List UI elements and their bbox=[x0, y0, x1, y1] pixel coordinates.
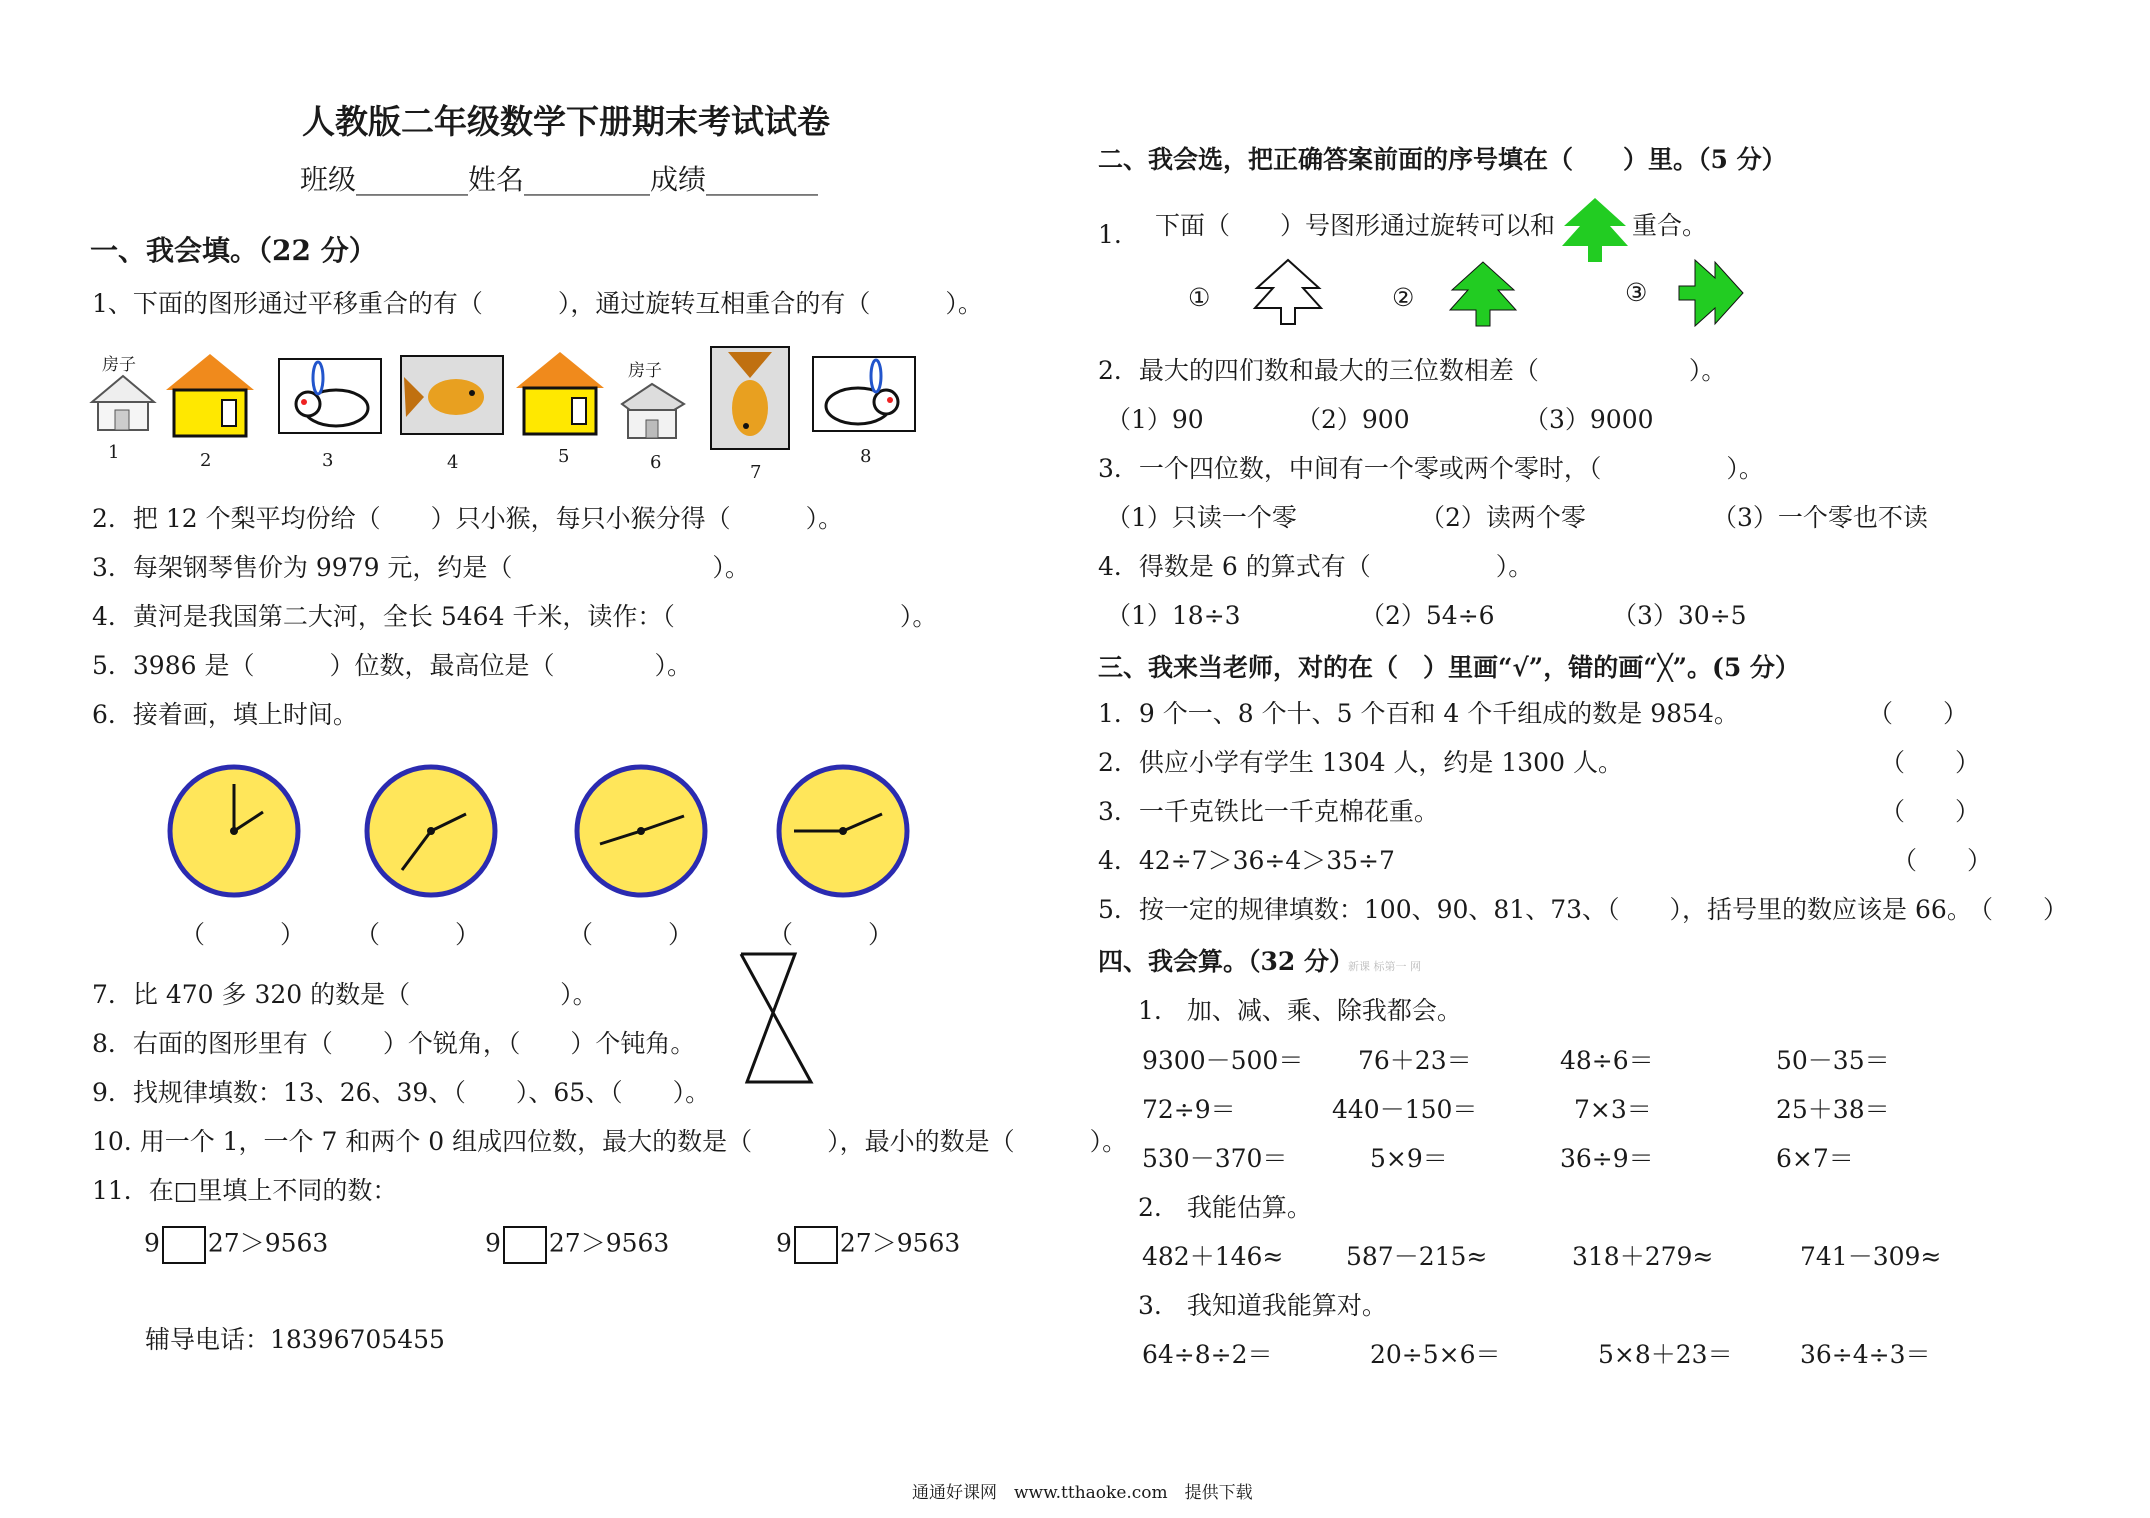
estimate-item: 741－309≈ bbox=[1800, 1242, 1942, 1271]
page-title: 人教版二年级数学下册期末考试试卷 bbox=[302, 102, 830, 141]
goldfish-vertical-icon bbox=[710, 346, 790, 450]
tf-item-mark[interactable]: （ ） bbox=[1968, 895, 2069, 924]
image-caption: 房子 bbox=[102, 355, 136, 375]
calc-item: 76＋23＝ bbox=[1358, 1046, 1472, 1075]
r4-option: （3）30÷5 bbox=[1612, 601, 1747, 630]
answer-box[interactable] bbox=[162, 1226, 206, 1264]
q11-suffix: 27＞9563 bbox=[839, 1228, 961, 1258]
r3-option: （3）一个零也不读 bbox=[1712, 503, 1928, 532]
r4-option: （1）18÷3 bbox=[1106, 601, 1241, 630]
q11-suffix: 27＞9563 bbox=[207, 1228, 329, 1258]
question-8: 8．右面的图形里有（ ）个锐角，（ ）个钝角。 bbox=[92, 1029, 696, 1058]
house-sketch-icon bbox=[88, 372, 158, 434]
tree-outline-icon bbox=[1253, 258, 1323, 326]
section-1-heading: 一、我会填。（22 分） bbox=[90, 234, 377, 267]
header-fields: 班级________姓名_________成绩________ bbox=[300, 163, 819, 196]
hourglass-figure-icon bbox=[735, 950, 815, 1086]
image-number: 4 bbox=[447, 452, 459, 473]
image-number: 3 bbox=[322, 450, 334, 471]
r2-option: （3）9000 bbox=[1524, 405, 1654, 434]
image-number: 1 bbox=[108, 442, 120, 463]
tf-item-text: 1．9 个一、8 个十、5 个百和 4 个千组成的数是 9854。 bbox=[1098, 699, 1739, 728]
image-number: 7 bbox=[750, 462, 762, 483]
tree-icon bbox=[1560, 196, 1630, 264]
footer-credit: 通通好课网 www.tthaoke.com 提供下载 bbox=[912, 1483, 1253, 1503]
calc-item: 9300－500＝ bbox=[1142, 1046, 1304, 1075]
question-10: 10. 用一个 1，一个 7 和两个 0 组成四位数，最大的数是（ ），最小的数是（ ）。 bbox=[92, 1127, 1128, 1156]
q11-item bbox=[776, 1226, 960, 1264]
clock-icon bbox=[362, 762, 500, 900]
tf-item-text: 5．按一定的规律填数：100、90、81、73、（ ），括号里的数应该是 66。 bbox=[1098, 895, 1972, 924]
q11-prefix: 9 bbox=[144, 1228, 160, 1258]
question-r2: 2．最大的四们数和最大的三位数相差（ ）。 bbox=[1098, 356, 1727, 385]
clock-icon bbox=[572, 762, 710, 900]
calc-item: 50－35＝ bbox=[1776, 1046, 1890, 1075]
image-number: 6 bbox=[650, 452, 662, 473]
house-icon bbox=[164, 352, 256, 438]
clock-answer[interactable]: （ ） bbox=[768, 920, 894, 949]
r3-option: （2）读两个零 bbox=[1420, 503, 1586, 532]
question-r1-suffix: 重合。 bbox=[1632, 211, 1708, 240]
tf-item-text: 3．一千克铁比一千克棉花重。 bbox=[1098, 797, 1439, 826]
question-5: 5．3986 是（ ）位数，最高位是（ ）。 bbox=[92, 651, 692, 680]
calc-1-title: 1. 加、减、乘、除我都会。 bbox=[1138, 996, 1462, 1025]
house-icon bbox=[514, 350, 606, 436]
tf-item-mark[interactable]: （ ） bbox=[1880, 797, 1981, 826]
clock-answer[interactable]: （ ） bbox=[180, 920, 306, 949]
calc-item: 36÷9＝ bbox=[1560, 1144, 1654, 1173]
image-number: 8 bbox=[860, 446, 872, 467]
rabbit-icon bbox=[278, 358, 382, 434]
calc-item: 64÷8÷2＝ bbox=[1142, 1340, 1273, 1369]
image-number: 5 bbox=[558, 446, 570, 467]
tree-rotated-icon bbox=[1675, 258, 1745, 328]
question-7: 7．比 470 多 320 的数是（ ）。 bbox=[92, 980, 598, 1009]
q11-prefix: 9 bbox=[776, 1228, 792, 1258]
house-sketch-icon bbox=[614, 380, 690, 442]
question-r4: 4．得数是 6 的算式有（ ）。 bbox=[1098, 552, 1534, 581]
estimate-item: 587－215≈ bbox=[1346, 1242, 1488, 1271]
question-4: 4．黄河是我国第二大河，全长 5464 千米，读作：（ ）。 bbox=[92, 602, 938, 631]
calc-item: 20÷5×6＝ bbox=[1370, 1340, 1501, 1369]
calc-item: 72÷9＝ bbox=[1142, 1095, 1236, 1124]
q11-item bbox=[485, 1226, 669, 1264]
section-3-heading: 三、我来当老师，对的在（ ）里画“√”，错的画“╳”。(5 分） bbox=[1098, 653, 1800, 682]
q11-item bbox=[144, 1226, 328, 1264]
answer-box[interactable] bbox=[794, 1226, 838, 1264]
tf-item-text: 4．42÷7＞36÷4＞35÷7 bbox=[1098, 846, 1395, 875]
question-3: 3．每架钢琴售价为 9979 元，约是（ ）。 bbox=[92, 553, 750, 582]
calc-item: 5×8＋23＝ bbox=[1598, 1340, 1733, 1369]
calc-2-title: 2. 我能估算。 bbox=[1138, 1193, 1312, 1222]
calc-item: 440－150＝ bbox=[1332, 1095, 1478, 1124]
tf-item-mark[interactable]: （ ） bbox=[1868, 699, 1969, 728]
calc-item: 36÷4÷3＝ bbox=[1800, 1340, 1931, 1369]
section-2-heading: 二、我会选，把正确答案前面的序号填在（ ）里。（5 分） bbox=[1098, 145, 1787, 174]
r3-option: （1）只读一个零 bbox=[1106, 503, 1297, 532]
question-9: 9．找规律填数：13、26、39、（ ）、65、（ ）。 bbox=[92, 1078, 711, 1107]
calc-item: 530－370＝ bbox=[1142, 1144, 1288, 1173]
question-r3: 3．一个四位数，中间有一个零或两个零时，（ ）。 bbox=[1098, 454, 1764, 483]
image-number: 2 bbox=[200, 450, 212, 471]
estimate-item: 482＋146≈ bbox=[1142, 1242, 1284, 1271]
tf-item-mark[interactable]: （ ） bbox=[1880, 748, 1981, 777]
question-6: 6．接着画，填上时间。 bbox=[92, 700, 358, 729]
tree-icon bbox=[1448, 260, 1518, 328]
image-caption: 房子 bbox=[628, 361, 662, 381]
clock-icon bbox=[165, 762, 303, 900]
clock-answer[interactable]: （ ） bbox=[355, 920, 481, 949]
goldfish-icon bbox=[400, 355, 504, 435]
r2-option: （1）90 bbox=[1106, 405, 1204, 434]
question-r1-text: 下面（ ）号图形通过旋转可以和 bbox=[1155, 211, 1556, 240]
section-4-heading: 四、我会算。（32 分） bbox=[1098, 947, 1354, 976]
calc-item: 6×7＝ bbox=[1776, 1144, 1854, 1173]
phone-number: 辅导电话：18396705455 bbox=[145, 1325, 445, 1354]
option-label: ② bbox=[1392, 283, 1415, 312]
clock-answer[interactable]: （ ） bbox=[568, 920, 694, 949]
question-2: 2．把 12 个梨平均份给（ ）只小猴，每只小猴分得（ ）。 bbox=[92, 504, 844, 533]
question-11: 11．在□里填上不同的数： bbox=[92, 1176, 398, 1205]
option-label: ① bbox=[1188, 283, 1211, 312]
tf-item-text: 2．供应小学有学生 1304 人，约是 1300 人。 bbox=[1098, 748, 1623, 777]
calc-item: 7×3＝ bbox=[1574, 1095, 1652, 1124]
r2-option: （2）900 bbox=[1296, 405, 1410, 434]
r4-option: （2）54÷6 bbox=[1360, 601, 1495, 630]
clock-icon bbox=[774, 762, 912, 900]
q11-prefix: 9 bbox=[485, 1228, 501, 1258]
question-1: 1、下面的图形通过平移重合的有（ ），通过旋转互相重合的有（ ）。 bbox=[92, 289, 983, 318]
calc-item: 25＋38＝ bbox=[1776, 1095, 1890, 1124]
q11-suffix: 27＞9563 bbox=[548, 1228, 670, 1258]
option-label: ③ bbox=[1625, 278, 1648, 307]
calc-3-title: 3. 我知道我能算对。 bbox=[1138, 1291, 1387, 1320]
tf-item-mark[interactable]: （ ） bbox=[1892, 846, 1993, 875]
r1-number: 1. bbox=[1098, 220, 1122, 249]
estimate-item: 318＋279≈ bbox=[1572, 1242, 1714, 1271]
rabbit-icon bbox=[812, 356, 916, 432]
calc-item: 48÷6＝ bbox=[1560, 1046, 1654, 1075]
answer-box[interactable] bbox=[503, 1226, 547, 1264]
watermark-text: 新课 标第一 网 bbox=[1348, 960, 1421, 973]
calc-item: 5×9＝ bbox=[1370, 1144, 1448, 1173]
